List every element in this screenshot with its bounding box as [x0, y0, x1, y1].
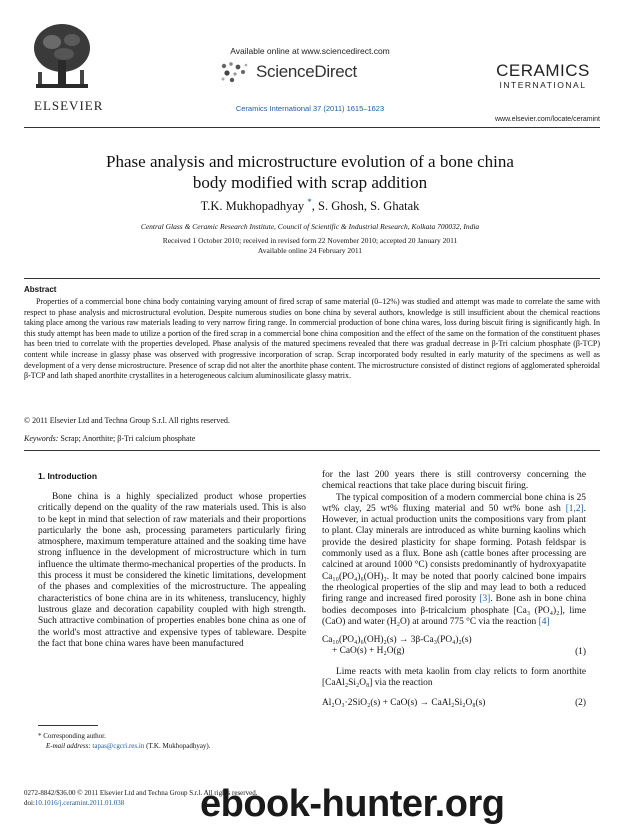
publisher-logo-text: ELSEVIER [34, 98, 104, 113]
body-column-right [322, 470, 586, 710]
equation-2-number: (2) [575, 697, 586, 708]
body-column-left [38, 492, 306, 650]
intro-paragraph-3: Lime reacts with meta kaolin from clay relicts to form anorthite [CaAl₂Si₂O₈] via the reaction [322, 667, 586, 689]
intro-paragraph-1: Bone china is a highly specialized product whose properties critically depend on the quality of the raw materials used. This is also to be kept in mind that selection of raw materials and their proportions particularly the bone ash, processing parameters particularly firing atmosphere, maximum temperature attained and the soaking time have strong influence in the development of microstructure which in turn influence the ultimate thermo-mechanical properties of the products. In this process it must be considered the kinetic limitations, development of the phases and complexities of the microstructure. The appealing characteristics of bone china are in its whiteness, translucency, highly lustrous glaze and decoration capability coupled with high strength. Such attractive combination of properties enables bone china as one of the world's most attractive and expensive types of tableware. Despite the fact that bone china wares have been manufactured [38, 492, 306, 649]
journal-url-link[interactable]: www.elsevier.com/locate/ceramint [494, 116, 600, 123]
equation-1-line-1: Ca₁₀(PO₄)₆(OH)₂(s) → 3β-Ca₃(PO₄)₂(s) [322, 635, 472, 646]
sciencedirect-wordmark: ScienceDirect [256, 62, 357, 81]
journal-citation-link[interactable]: Ceramics International 37 (2011) 1615–1623 [235, 104, 385, 113]
elsevier-tree-icon [30, 20, 94, 96]
received-dates: Received 1 October 2010; received in revised form 22 November 2010; accepted 20 January 2011 [162, 236, 458, 245]
intro-paragraph-continued: for the last 200 years there is still controversy concerning the chemical reactions that take place during biscuit firing. [322, 470, 586, 492]
article-title [40, 151, 580, 193]
author-1: T.K. Mukhopadhyay [200, 199, 305, 214]
equation-2 [322, 698, 586, 710]
header-rule [24, 127, 600, 128]
abstract-copyright: © 2011 Elsevier Ltd and Techna Group S.r.l. All rights reserved. [24, 416, 230, 425]
abstract-text: Properties of a commercial bone china body containing varying amount of fired scrap of same material (0–12%) was studied and attempt was made to correlate the same with respect to phase analysis and microstructural evolution. Despite numerous studies on bone china by several authors, knowledge is still insufficient about the chemical reactions taking place among the various raw materials leading to very narrow firing range. In commercial production of bone china wares, loss during biscuit firing is significantly high. In this study attempt has been made to utilize a portion of the fired scrap in a commercial bone china composition and the effect of the same on the formation of the constituent phases has been tried to correlate with the properties developed. Phase analysis of the matured specimens revealed that there was gradual decrease in β-Tri calcium phosphate (β-TCP) content while increase in glassy phase was observed with progressive incorporation of scrap. Scrap incorporated body resulted in early maturity of the specimens as well as development of a very dense microstructure. Presence of scrap did not alter the anorthite phase content. The microstructure consisted of distinct regions of agglomerated spheroidal β-TCP and lath shaped anorthite crystallites in a heterogeneous calcium aluminosilicate glassy matrix. [24, 297, 600, 381]
elsevier-tree-logo [30, 20, 94, 96]
equation-2-text: Al₂O₃·2SiO₂(s) + CaO(s) → CaAl₂Si₂O₈(s) [322, 697, 486, 708]
para2-text-b: . However, in actual production units the compositions vary from plant to plant. Clay minerals are introduced as white burning kaolins which provide the desired plasticity for shape forming. Potash feldspar is commonly used as a flux. Bone ash (cattle bones after processing are calcined at around 1000 °C) consists predominantly of hydroxyapatite Ca₁₀(PO₄)₆(OH)₂. It may be noted that poorly calcined bone impairs the rheological properties of the slip and may lead to both a reduced firing range and increased fired porosity [322, 503, 586, 605]
section-heading: 1. Introduction [38, 471, 98, 481]
email-line [38, 741, 306, 751]
abstract-heading: Abstract [24, 285, 57, 294]
title-line-2: body modified with scrap addition [192, 173, 428, 192]
journal-name-line2: INTERNATIONAL [499, 80, 587, 90]
abstract-bottom-rule [24, 450, 600, 451]
title-line-1: Phase analysis and microstructure evolution of a bone china [106, 152, 514, 171]
available-online-date: Available online 24 February 2011 [257, 246, 363, 255]
affiliation: Central Glass & Ceramic Research Institute, Council of Scientific & Industrial Research, Kolkata 700032, India [140, 222, 480, 231]
email-link[interactable]: tapas@cgcri.res.in [92, 742, 145, 750]
corresponding-author-mark[interactable]: * [307, 197, 312, 207]
corresponding-author-note: * Corresponding author. [38, 732, 106, 740]
reference-link-1-2[interactable]: [1,2] [565, 503, 584, 514]
issn-line: 0272-8842/$36.00 © 2011 Elsevier Ltd and Techna Group S.r.l. All rights reserved. [24, 789, 258, 797]
available-online-text: Available online at www.sciencedirect.com [230, 46, 390, 56]
doi-label: doi: [24, 799, 35, 807]
para2-text-c: . Bone ash in bone china bodies decomposes into β-tricalcium phosphate [Ca₃ (PO₄)₂], lime (CaO) and water (H₂O) at around 775 °C via the reaction [322, 594, 586, 627]
sciencedirect-logo[interactable] [218, 58, 408, 86]
para2-text-a: The typical composition of a modern commercial bone china is 25 wt% clay, 25 wt% fluxing material and 50 wt% bone ash [322, 492, 586, 514]
keywords-list: Scrap; Anorthite; β-Tri calcium phosphate [60, 434, 196, 443]
footnote [38, 731, 306, 751]
doi-link[interactable]: 10.1016/j.ceramint.2011.01.038 [34, 799, 125, 807]
author-list [40, 197, 580, 214]
journal-name-line1: CERAMICS [496, 61, 590, 80]
journal-logo [488, 62, 598, 90]
reference-link-3[interactable]: [3] [479, 594, 491, 605]
email-label: E-mail address: [46, 742, 91, 750]
other-authors: , S. Ghosh, S. Ghatak [311, 199, 420, 214]
reference-link-4[interactable]: [4] [538, 616, 550, 627]
keywords [24, 434, 195, 443]
sciencedirect-dots-icon [218, 60, 252, 84]
equation-1-number: (1) [575, 647, 586, 658]
abstract-top-rule [24, 278, 600, 279]
keywords-label: Keywords: [24, 434, 59, 443]
equation-1-line-2: + CaO(s) + H₂O(g) [332, 646, 405, 657]
watermark: ebook-hunter.org [200, 783, 505, 825]
article-history [40, 236, 580, 256]
equation-1 [322, 635, 586, 659]
email-owner: (T.K. Mukhopadhyay). [146, 742, 211, 750]
footnote-rule [38, 725, 98, 726]
intro-paragraph-2 [322, 493, 586, 629]
